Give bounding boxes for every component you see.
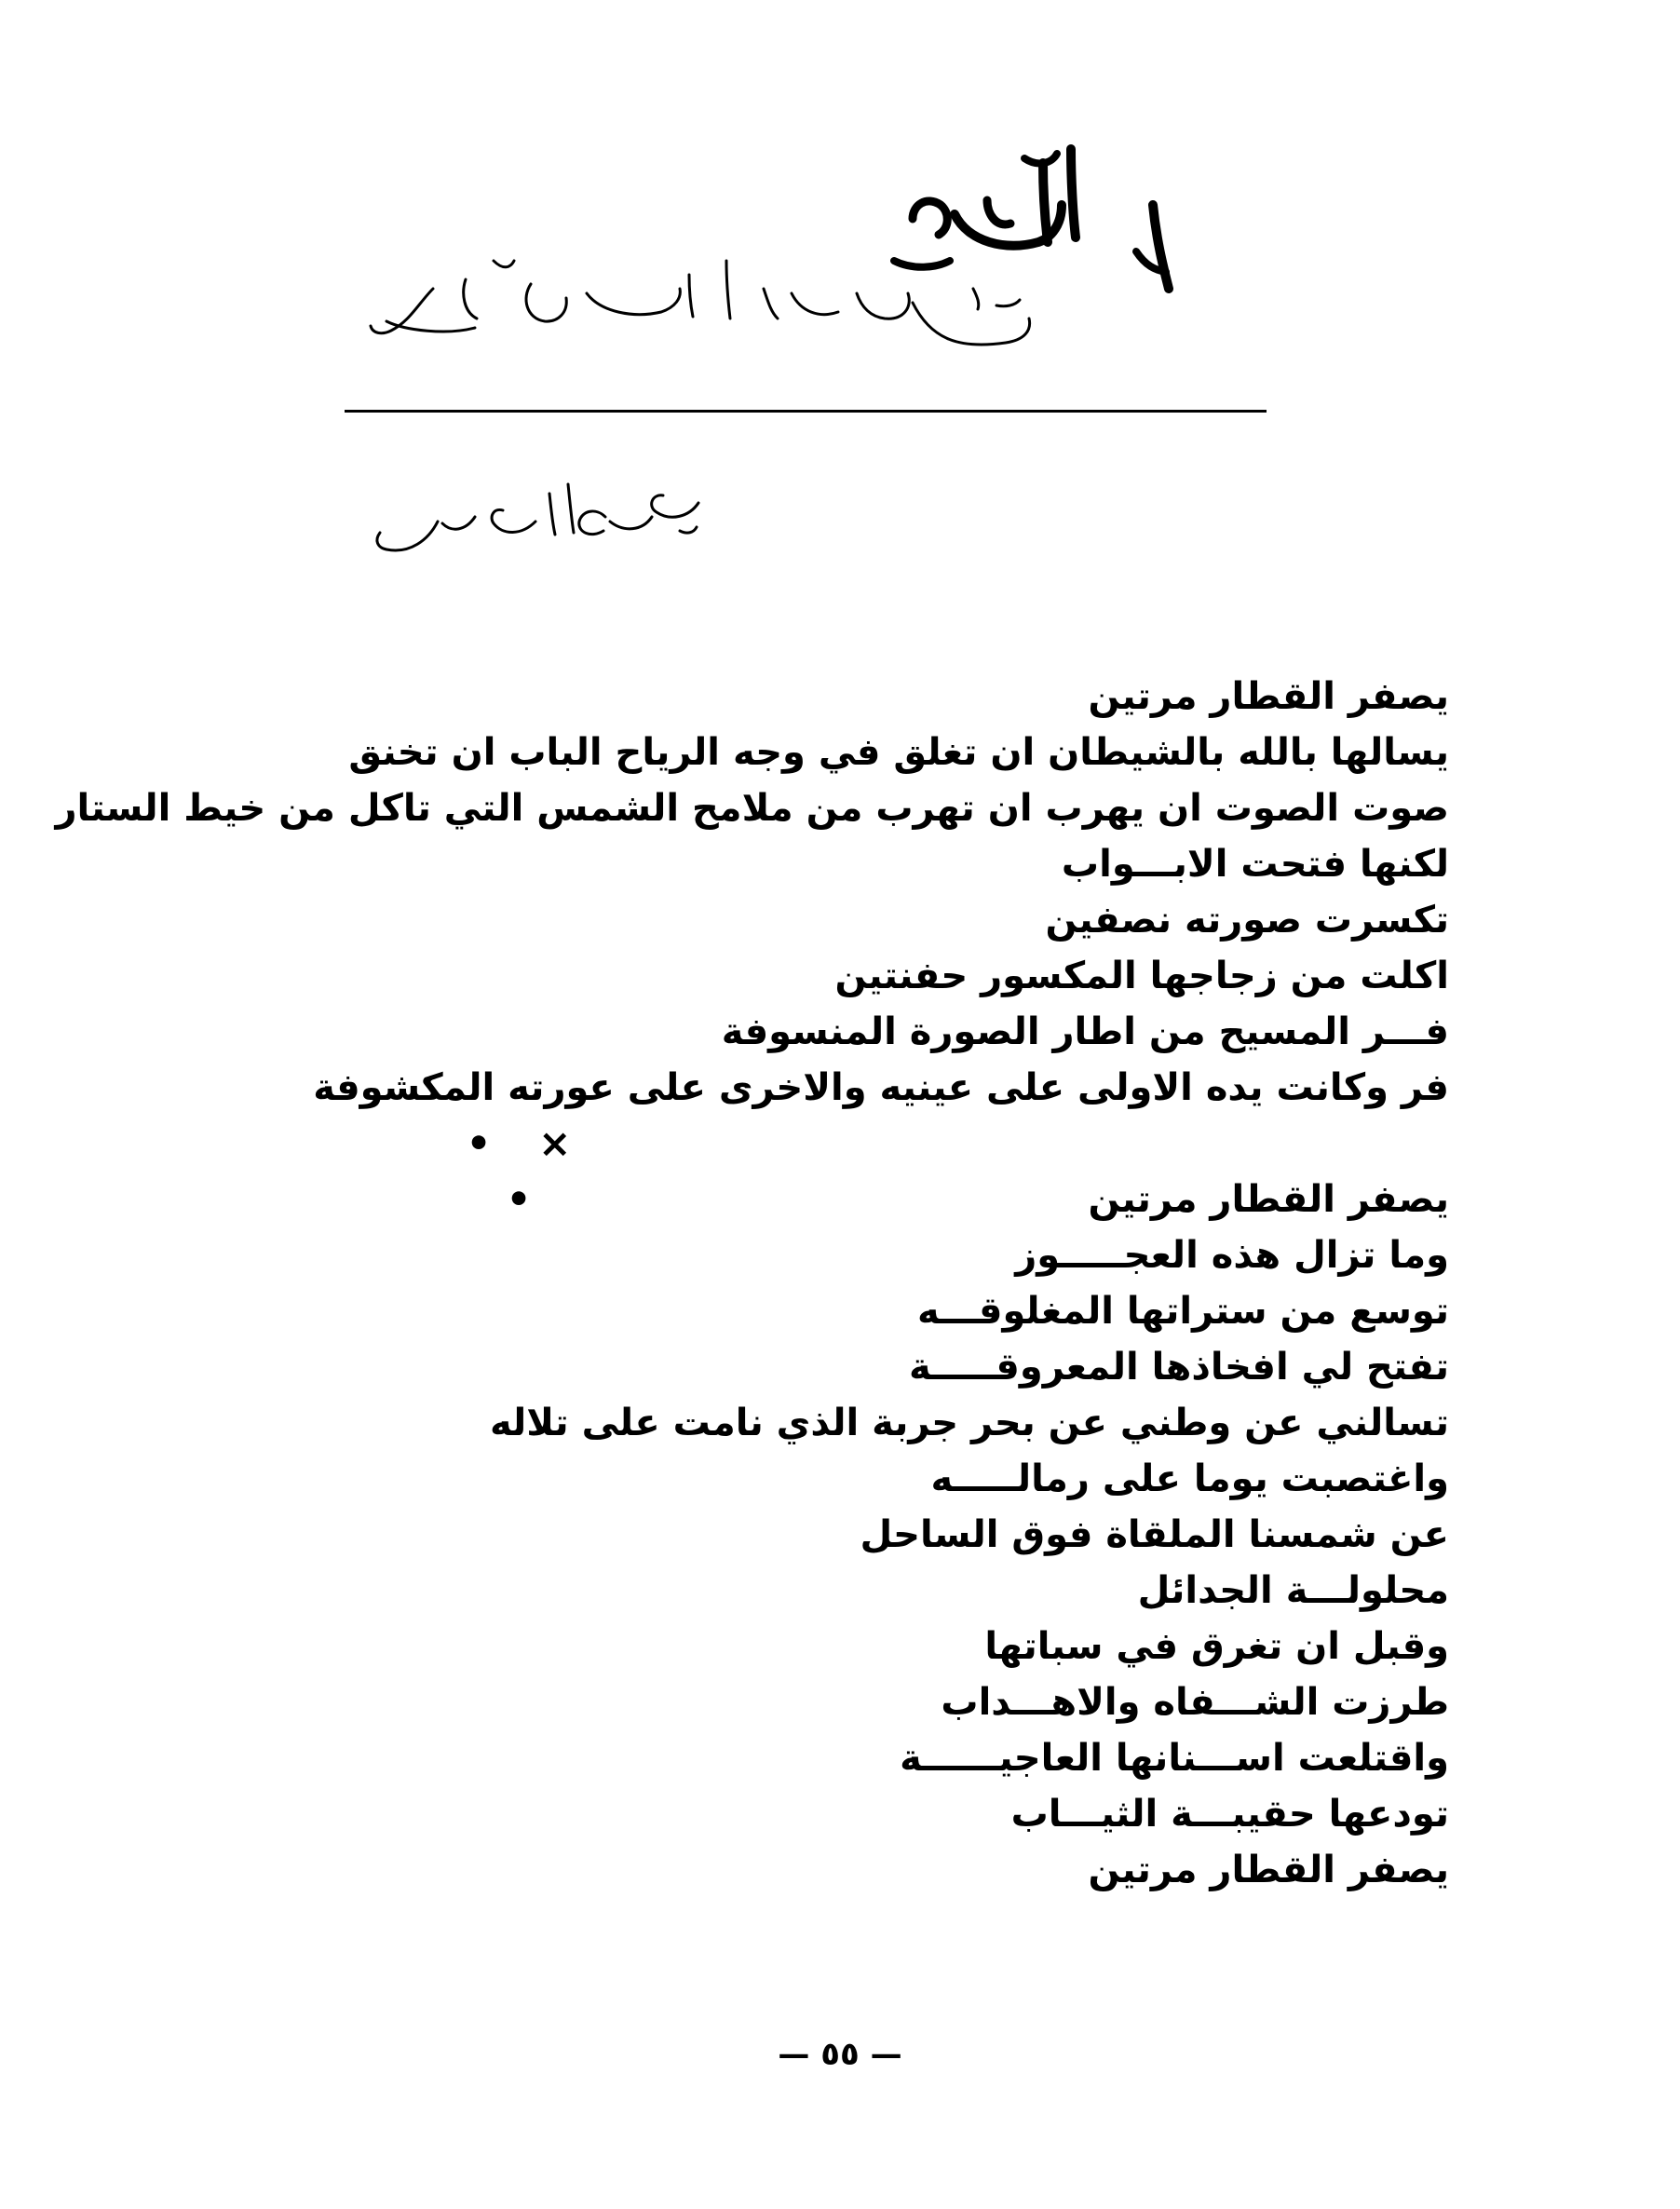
poem-line: تفتح لي افخاذها المعروقـــــة: [909, 1346, 1449, 1389]
page-number: — ٥٥ —: [778, 2036, 902, 2073]
poem-line: عن شمسنا الملقاة فوق الساحل: [860, 1513, 1449, 1556]
poem-line: لكنها فتحت الابـــواب: [1061, 843, 1449, 886]
separator-text: • × •: [466, 1120, 589, 1222]
poem-line: تكسرت صورته نصفين: [1045, 899, 1449, 942]
poem-line: محلولـــة الجدائل: [1137, 1569, 1449, 1612]
poem-line: صوت الصوت ان يهرب ان تهرب من ملامح الشمس التي تاكل من خيط الستار: [55, 787, 1449, 830]
poem-line: تسالني عن وطني عن بحر جربة الذي نامت على تلاله: [489, 1402, 1449, 1444]
poem-line: فر وكانت يده الاولى على عينيه والاخرى على عورته المكشوفة: [313, 1066, 1449, 1109]
poem-line: فـــر المسيح من اطار الصورة المنسوفة: [721, 1010, 1449, 1053]
author-signature: [373, 466, 726, 577]
poem-line: يصفر القطار مرتين: [1088, 1849, 1449, 1891]
poem-line: يسالها بالله بالشيطان ان تغلق في وجه الرياح الباب ان تخنق: [348, 731, 1449, 774]
poem-line: طرزت الشـــفاه والاهـــداب: [941, 1681, 1449, 1724]
poem-line: اكلت من زجاجها المكسور حفنتين: [834, 955, 1449, 997]
poem-line: واغتصبت يوما على رمالـــــه: [930, 1457, 1449, 1500]
poem-line: توسع من ستراتها المغلوقـــه: [917, 1290, 1449, 1333]
poem-line: تودعها حقيبـــة الثيـــاب: [1010, 1793, 1449, 1836]
handwritten-title: [354, 112, 1229, 419]
poem-body: [55, 669, 1449, 1898]
poem-line: يصفر القطار مرتين: [1088, 1178, 1449, 1221]
poem-line: وقبل ان تغرق في سباتها: [984, 1625, 1449, 1668]
title-divider: [345, 410, 1267, 413]
poem-line: يصفر القطار مرتين: [1088, 675, 1449, 718]
poem-line: واقتلعت اســـنانها العاجيــــــة: [900, 1737, 1449, 1780]
poem-line: وما تزال هذه العجـــــوز: [1015, 1234, 1449, 1277]
